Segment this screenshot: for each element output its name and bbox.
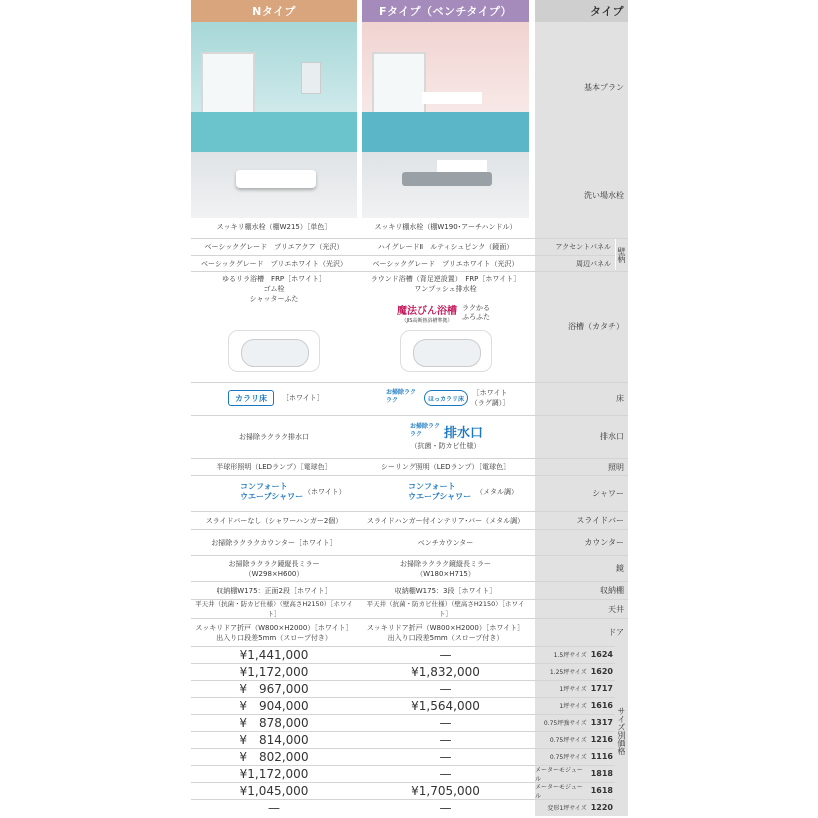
label-floor: 床	[616, 394, 624, 403]
label-mirror: 鏡	[616, 564, 624, 573]
f-storage: 収納棚W175：3段［ホワイト］	[394, 586, 497, 595]
price-n-1: ¥1,172,000	[239, 664, 309, 679]
n-faucet-text: スッキリ棚水栓（棚W215）［単色］	[216, 223, 332, 231]
f-door: スッキリドア折戸（W800×H2000）［ホワイト］ 出入り口段差5mm（スロープ付き）	[366, 623, 525, 642]
label-tub: 浴槽（カタチ）	[568, 322, 624, 331]
label-faucet: 洗い場水栓	[584, 190, 624, 200]
label-slide-bar: スライドバー	[576, 516, 624, 525]
n-mirror: お掃除ラクラク鏡縦長ミラー （W298×H600）	[228, 559, 320, 578]
label-accent-panel: アクセントパネル	[555, 243, 611, 251]
f-slide-bar: スライドハンガー付インテリア･バー（メタル調）	[366, 516, 525, 525]
price-n-6: ¥ 802,000	[239, 750, 309, 764]
f-shower-text: （メタル調）	[476, 488, 518, 496]
price-size-6	[535, 748, 615, 765]
n-lighting: 半球形照明（LEDランプ）［電球色］	[216, 463, 332, 471]
price-size-code: 1616	[590, 701, 613, 710]
price-size-code: 1220	[590, 803, 613, 812]
f-tub-text: ラウンド浴槽（背足逆設置） FRP［ホワイト］ ワンプッシュ排水栓	[370, 275, 521, 293]
f-faucet-photo	[362, 152, 529, 218]
n-slide-bar: スライドバーなし（シャワーハンガー2個）	[205, 516, 343, 525]
label-lighting: 照明	[608, 462, 624, 472]
price-size-code: 1317	[590, 718, 613, 727]
price-f-7: —	[439, 766, 452, 781]
f-tub-lid: ラクかる ふろふた	[462, 304, 490, 321]
n-accent-panel: ベーシックグレード プリエアクア（光沢）	[204, 243, 344, 251]
price-size-label: 1坪サイズ	[559, 703, 587, 710]
price-n-5: ¥ 814,000	[239, 733, 309, 747]
n-tub-image	[228, 330, 320, 372]
f-surround-panel: ベーシックグレード プリエホワイト（光沢）	[372, 259, 519, 268]
price-f-2: —	[439, 681, 452, 696]
f-drain-logo: 排水口	[444, 426, 484, 441]
header-n-type: Nタイプ	[191, 0, 357, 22]
price-size-label: 0.75坪サイズ	[549, 754, 587, 761]
n-floor-logo: カラリ床	[228, 390, 274, 406]
size-price-band: サイズ別価格	[615, 646, 628, 816]
f-drain-logo-small: お掃除ラクラク	[410, 423, 441, 438]
price-f-0: —	[439, 647, 452, 662]
label-wall-group: 壁柄	[617, 247, 626, 263]
price-size-4	[535, 714, 615, 731]
price-f-9: —	[439, 800, 452, 815]
price-size-code: 1216	[590, 735, 613, 744]
f-drain-sub: （抗菌・防カビ仕様）	[410, 442, 481, 450]
price-n-9: —	[268, 800, 280, 815]
f-floor-text: ［ホワイト（ラグ調）］	[470, 389, 510, 407]
price-size-7	[535, 765, 615, 782]
price-size-label: 0.75坪サイズ	[549, 737, 587, 744]
price-size-8	[535, 782, 615, 799]
f-faucet-text: スッキリ棚水栓（棚W190･アーチハンドル）	[374, 223, 517, 231]
f-mirror: お掃除ラクラク鏡縦長ミラー （W180×H715）	[400, 559, 491, 578]
f-type-bathroom-photo	[362, 22, 529, 152]
label-ceiling: 天井	[608, 604, 624, 614]
n-door: スッキリドア折戸（W800×H2000）［ホワイト］ 出入り口段差5mm（スロープ付き）	[195, 623, 353, 642]
price-n-3: ¥ 904,000	[239, 699, 309, 713]
f-shower-logo: コンフォート ウエーブシャワー	[408, 482, 472, 501]
price-size-0	[535, 646, 615, 663]
price-size-label: 1坪サイズ	[559, 686, 587, 693]
price-f-3: ¥1,564,000	[411, 698, 480, 713]
price-size-code: 1818	[590, 769, 613, 778]
price-f-6: —	[439, 749, 452, 764]
n-drain-text: お掃除ラクラク排水口	[239, 433, 309, 441]
price-f-5: —	[439, 732, 452, 747]
n-type-bathroom-photo	[191, 22, 357, 152]
f-counter: ベンチカウンター	[417, 538, 474, 547]
price-size-label: 0.75坪強サイズ	[543, 720, 587, 727]
f-floor-logo1: お掃除ラクラク	[386, 389, 417, 404]
f-tub-image	[400, 330, 492, 372]
price-size-label: 1.25坪サイズ	[549, 669, 587, 676]
price-size-label: メーターモジュール	[535, 783, 583, 800]
f-accent-panel: ハイグレードⅡ ルティシュピンク（鏡面）	[377, 243, 514, 251]
price-size-2	[535, 680, 615, 697]
n-surround-panel: ベーシックグレード プリエホワイト（光沢）	[200, 259, 348, 268]
n-ceiling: 平天井（抗菌・防カビ仕様）（壁高さH2150）［ホワイト］	[195, 600, 353, 618]
f-lighting: シーリング照明（LEDランプ）［電球色］	[380, 463, 511, 471]
price-size-label: 1.5坪サイズ	[553, 652, 587, 659]
price-size-code: 1624	[590, 650, 613, 659]
f-tub-logo: 魔法びん浴槽 （JIS高断熱浴槽準拠）	[397, 306, 457, 324]
price-size-code: 1620	[590, 667, 613, 676]
price-size-code: 1717	[590, 684, 613, 693]
price-n-4: ¥ 878,000	[239, 716, 309, 730]
price-size-1	[535, 663, 615, 680]
price-n-8: ¥1,045,000	[239, 783, 309, 798]
price-size-code: 1116	[590, 752, 613, 761]
label-shower: シャワー	[592, 488, 624, 498]
label-storage: 収納棚	[600, 586, 624, 595]
price-f-4: —	[439, 715, 452, 730]
label-basic-plan: 基本プラン	[584, 82, 624, 92]
label-drain: 排水口	[600, 432, 624, 441]
n-tub-text: ゆるリラ浴槽 FRP［ホワイト］ ゴム栓 シャッターふた	[222, 275, 326, 303]
n-storage: 収納棚W175：正面2段［ホワイト］	[216, 586, 332, 595]
header-f-type: Fタイプ（ベンチタイプ）	[362, 0, 529, 22]
n-counter: お掃除ラクラクカウンター［ホワイト］	[211, 538, 337, 547]
f-floor-logo2: ほっカラリ床	[424, 390, 468, 406]
label-door: ドア	[608, 628, 624, 637]
price-size-code: 1618	[590, 786, 613, 795]
price-f-1: ¥1,832,000	[411, 664, 480, 679]
price-size-9	[535, 799, 615, 816]
price-size-5	[535, 731, 615, 748]
price-n-7: ¥1,172,000	[239, 766, 309, 781]
n-shower-text: （ホワイト）	[304, 488, 346, 496]
n-floor-text: ［ホワイト］	[282, 394, 324, 402]
price-n-2: ¥ 967,000	[239, 682, 309, 696]
price-f-8: ¥1,705,000	[411, 783, 480, 798]
f-ceiling: 平天井（抗菌・防カビ仕様）（壁高さH2150）［ホワイト］	[366, 600, 525, 618]
n-shower-logo: コンフォート ウエーブシャワー	[240, 482, 304, 501]
price-size-label: メーターモジュール	[535, 766, 583, 783]
price-size-3	[535, 697, 615, 714]
price-size-label: 変形1坪サイズ	[547, 805, 587, 812]
price-n-0: ¥1,441,000	[239, 647, 309, 662]
label-counter: カウンター	[584, 538, 624, 547]
label-surround-panel: 周辺パネル	[576, 259, 611, 268]
header-type: タイプ	[535, 0, 628, 22]
n-faucet-photo	[191, 152, 357, 218]
